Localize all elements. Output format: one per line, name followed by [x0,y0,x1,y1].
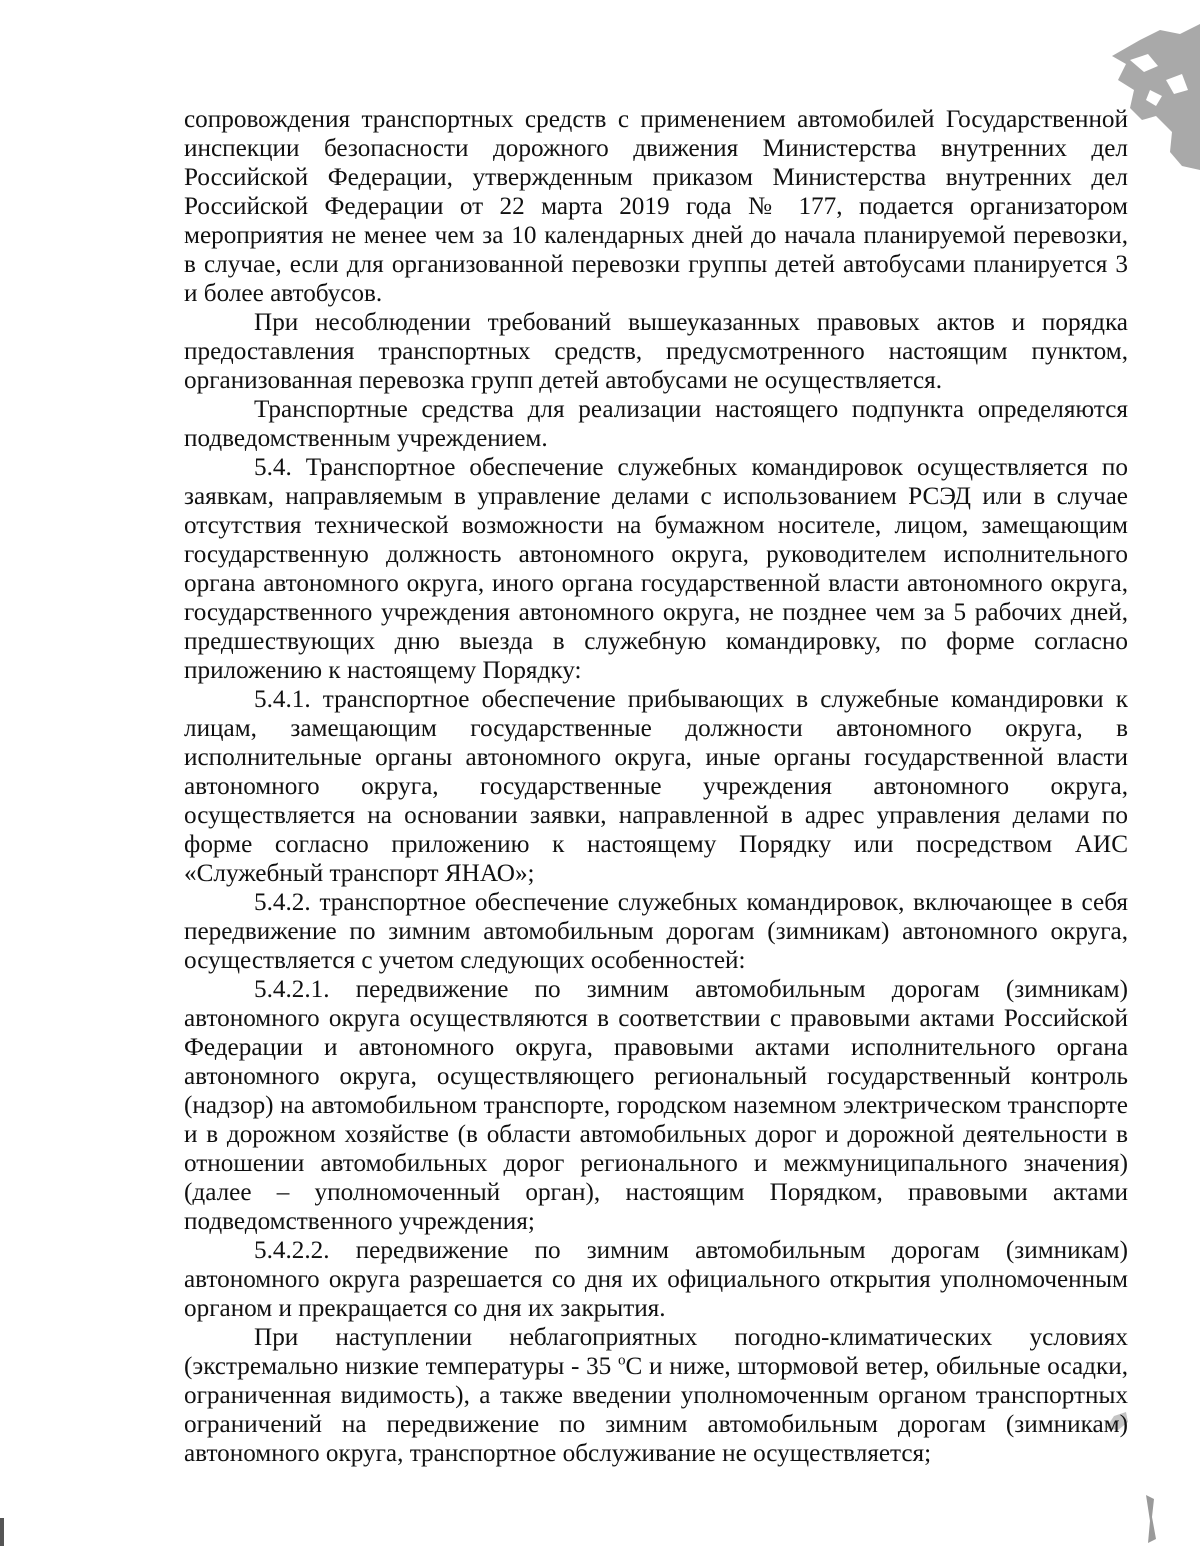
degree-superscript: о [617,1352,626,1369]
paragraph-item-5-4-2-1: 5.4.2.1. передвижение по зимним автомобильным дорогам (зимникам) автономного округа осуществляются в соответствии с правовыми актами Российской Федерации и автономного округа, правовыми актами исполнительного органа автономного округа, осуществляющего региональный государственный контроль (надзор) на автомобильном транспорте, городском наземном электрическом транспорте и в дорожном хозяйстве (в области автомобильных дорог и дорожной деятельности в отношении автомобильных дорог регионального и межмуниципального значения) (далее – уполномоченный орган), настоящим Порядком, правовыми актами подведомственного учреждения; [184,976,1128,1235]
paragraph-weather-conditions [184,1323,1128,1468]
paragraph-item-5-4-2: 5.4.2. транспортное обеспечение служебных командировок, включающее в себя передвижение по зимним автомобильным дорогам (зимникам) автономного округа, осуществляется с учетом следующих особенностей: [184,889,1128,974]
paragraph-item-5-4-2-2: 5.4.2.2. передвижение по зимним автомобильным дорогам (зимникам) автономного округа разрешается со дня их официального открытия уполномоченным органом и прекращается со дня их закрытия. [184,1237,1128,1322]
paragraph: Транспортные средства для реализации настоящего подпункта определяются подведомственным учреждением. [184,396,1128,452]
paragraph: При несоблюдении требований вышеуказанных правовых актов и порядка предоставления транспортных средств, предусмотренного настоящим пунктом, организованная перевозка групп детей автобусами не осуществляется. [184,309,1128,394]
text-run: При наступлении неблагоприятных погодно-климатических условиях (экстремально низкие температуры - 35 [184,1324,1128,1380]
paragraph-item-5-4: 5.4. Транспортное обеспечение служебных командировок осуществляется по заявкам, направляемым в управление делами с использованием РСЭД или в случае отсутствия технической возможности на бумажном носителе, лицом, замещающим государственную должность автономного округа, руководителем исполнительного органа автономного округа, иного органа государственной власти автономного округа, государственного учреждения автономного округа, не позднее чем за 5 рабочих дней, предшествующих дню выезда в служебную командировку, по форме согласно приложению к настоящему Порядку: [184,454,1128,684]
text-run: С и ниже, штормовой ветер, обильные осадки, ограниченная видимость), а также введении уполномоченным органом транспортных ограничений на передвижение по зимним автомобильным дорогам (зимникам) автономного округа, транспортное обслуживание не осуществляется; [184,1353,1128,1467]
scan-artifact-bottom-right [1140,1495,1160,1545]
paragraph-item-5-4-1: 5.4.1. транспортное обеспечение прибывающих в служебные командировки к лицам, замещающим государственные должности автономного округа, в исполнительные органы автономного округа, иные органы государственной власти автономного округа, государственные учреждения автономного округа, осуществляется на основании заявки, направленной в адрес управления делами по форме согласно приложению к настоящему Порядку или посредством АИС «Служебный транспорт ЯНАО»; [184,686,1128,887]
paragraph: сопровождения транспортных средств с применением автомобилей Государственной инспекции безопасности дорожного движения Министерства внутренних дел Российской Федерации, утвержденным приказом Министерства внутренних дел Российской Федерации от 22 марта 2019 года № 177, подается организатором мероприятия не менее чем за 10 календарных дней до начала планируемой перевозки, в случае, если для организованной перевозки группы детей автобусами планируется 3 и более автобусов. [184,106,1128,307]
scan-artifact-bottom-left [0,1518,4,1546]
document-body [184,105,1128,1468]
